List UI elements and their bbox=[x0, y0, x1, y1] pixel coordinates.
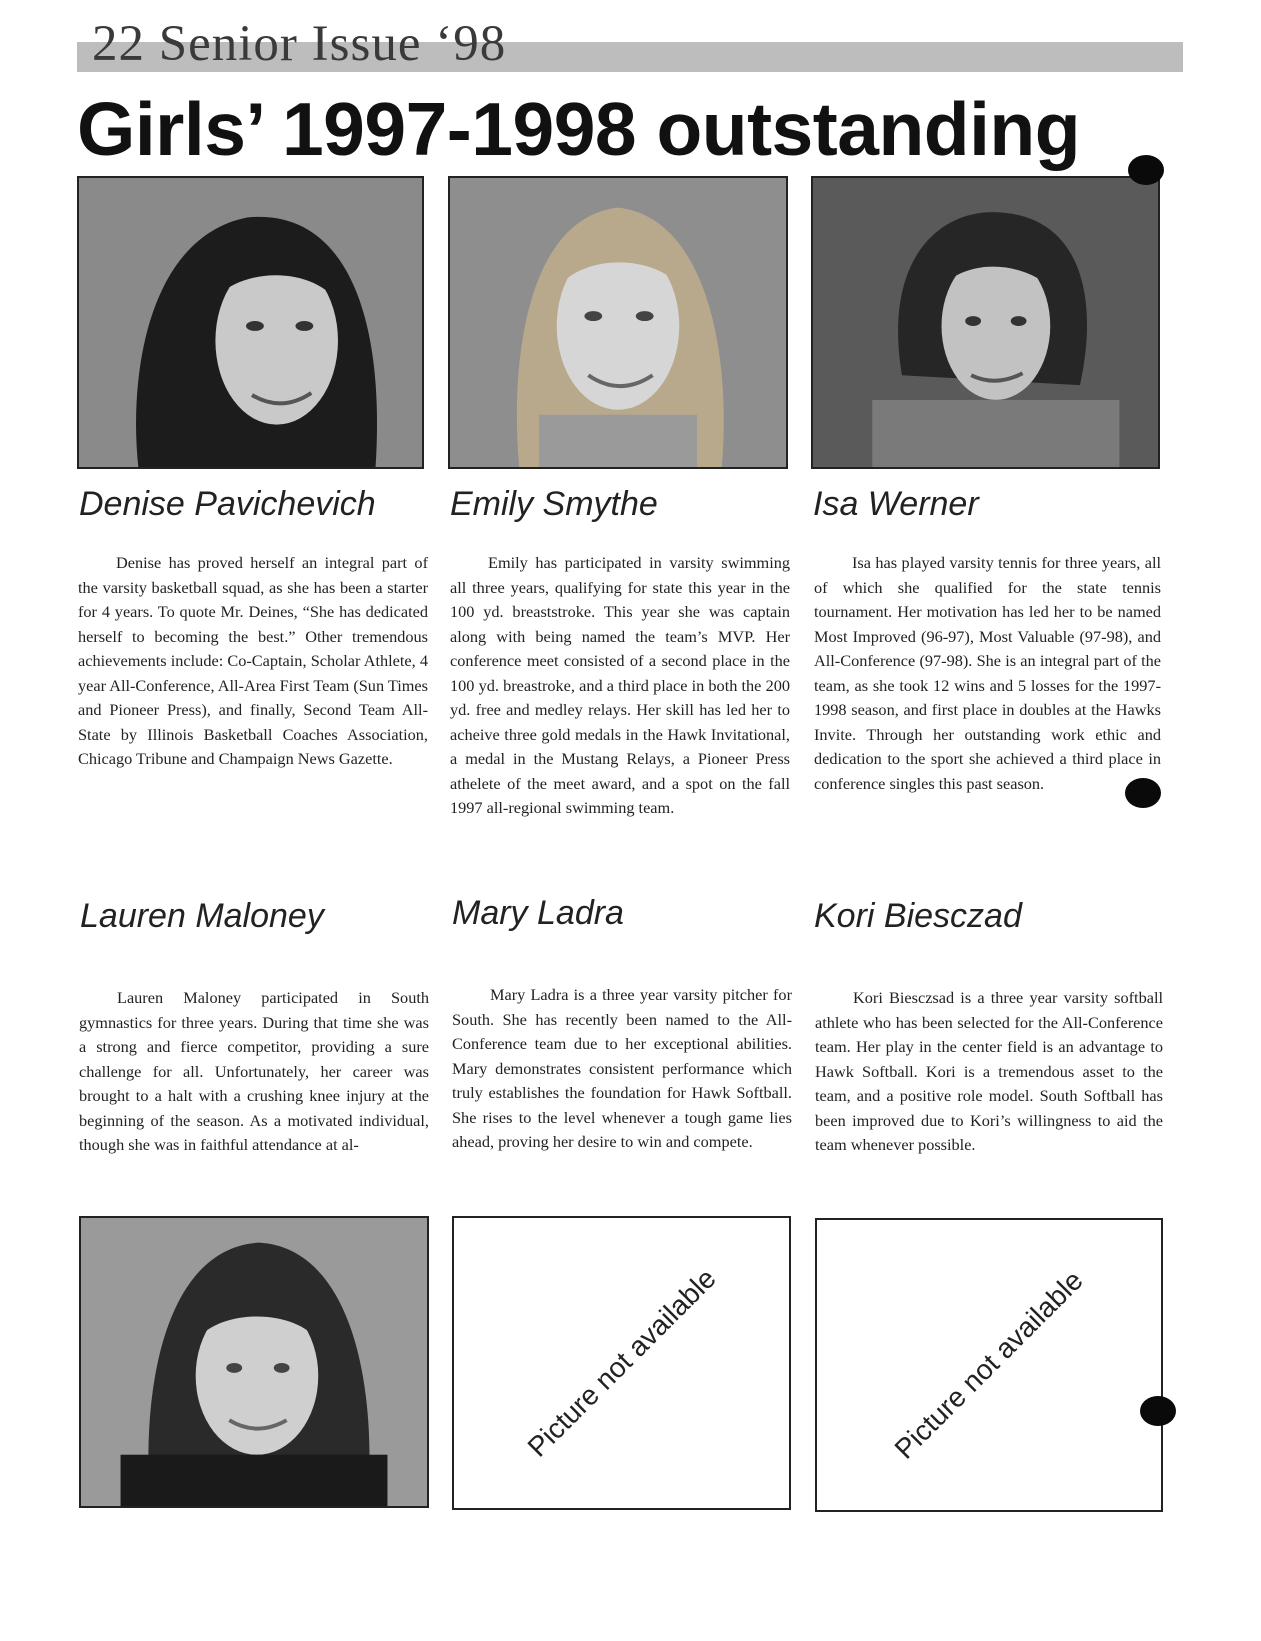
photo-emily-smythe bbox=[448, 176, 788, 469]
picture-not-available-label: Picture not available bbox=[888, 1264, 1089, 1465]
section-label: 22 Senior Issue ‘98 bbox=[92, 16, 507, 72]
photo-lauren-maloney bbox=[79, 1216, 429, 1508]
athlete-bio: Emily has participated in varsity swimming all three years, qualifying for state this year in the 100 yd. breaststroke. This year she was captain along with being named the team’s MVP. Her conference meet consisted of a second place in the 100 yd. breastroke, and a third place in both the 200 yd. free and medley relays. Her skill has led her to acheive three gold medals in the Hawk Invitational, a medal in the Mustang Relays, a Pioneer Press athelete of the meet award, and a spot on the fall 1997 all-regional swimming team. bbox=[450, 553, 790, 817]
photo-denise-pavichevich bbox=[77, 176, 424, 469]
athlete-bio: Isa has played varsity tennis for three years, all of which she qualified for the state tennis tournament. Her motivation has led her to be named Most Improved (96-97), Most Valuable (97-98), and All-Conference (97-98). She is an integral part of the team, as she took 12 wins and 5 losses for the 1997-1998 season, and first place in doubles at the Hawks Invite. Through her outstanding work ethic and dedication to the sport she achieved a third place in conference singles this past season. bbox=[814, 553, 1161, 793]
hole-punch-mark bbox=[1128, 155, 1164, 185]
picture-not-available-label: Picture not available bbox=[521, 1262, 722, 1463]
photo-placeholder-kori-biesczad bbox=[815, 1218, 1163, 1512]
hole-punch-mark bbox=[1140, 1396, 1176, 1426]
athlete-name: Lauren Maloney bbox=[80, 897, 324, 935]
athlete-name: Emily Smythe bbox=[450, 485, 658, 523]
athlete-bio: Mary Ladra is a three year varsity pitcher for South. She has recently been named to the All-Conference team due to her exceptional abilities. Mary demonstrates consistent performance which truly establishes the foundation for Hawk Softball. She rises to the level whenever a tough game lies ahead, proving her desire to win and compete. bbox=[452, 985, 792, 1151]
photo-isa-werner bbox=[811, 176, 1160, 469]
athlete-name: Kori Biesczad bbox=[814, 897, 1022, 935]
athlete-name: Isa Werner bbox=[813, 485, 979, 523]
athlete-name: Mary Ladra bbox=[452, 894, 624, 932]
athlete-bio: Denise has proved herself an integral part of the varsity basketball squad, as she has been a starter for 4 years. To quote Mr. Deines, “She has dedicated herself to becoming the best.” Other tremendous achievements include: Co-Captain, Scholar Athlete, 4 year All-Conference, All-Area First Team (Sun Times and Pioneer Press), and finally, Second Team All-State by Illinois Basketball Coaches Association, Chicago Tribune and Champaign News Gazette. bbox=[78, 553, 428, 768]
page-title: Girls’ 1997-1998 outstanding bbox=[77, 87, 1081, 171]
athlete-bio: Lauren Maloney participated in South gymnastics for three years. During that time she was a strong and fierce competitor, providing a sure challenge for all. Unfortunately, her career was brought to a halt with a crushing knee injury at the beginning of the season. As a motivated individual, though she was in faithful attendance at al- bbox=[79, 988, 429, 1154]
hole-punch-mark bbox=[1125, 778, 1161, 808]
athlete-bio: Kori Biesczsad is a three year varsity softball athlete who has been selected for the All-Conference team. Her play in the center field is an advantage to Hawk Softball. Kori is a tremendous asset to the team, and a positive role model. South Softball has been improved due to Kori’s willingness to aid the team whenever possible. bbox=[815, 988, 1163, 1154]
photo-placeholder-mary-ladra bbox=[452, 1216, 791, 1510]
athlete-name: Denise Pavichevich bbox=[79, 485, 376, 523]
